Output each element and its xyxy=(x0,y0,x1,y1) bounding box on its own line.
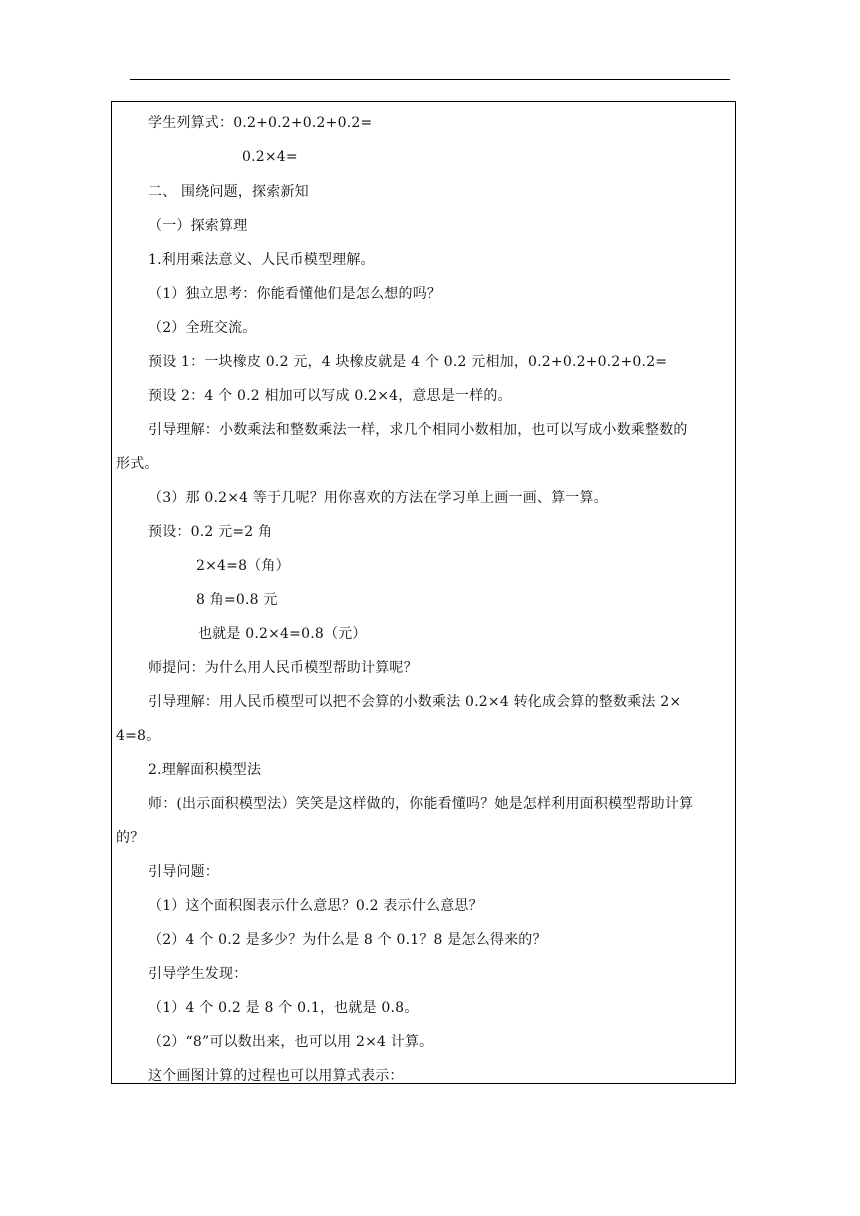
text-line: 0.2×4= xyxy=(242,149,298,165)
text-line: （2）全班交流。 xyxy=(148,320,257,336)
header-rule xyxy=(130,79,730,80)
text-line: （1）独立思考：你能看懂他们是怎么想的吗？ xyxy=(148,286,442,302)
text-line: 1.利用乘法意义、人民币模型理解。 xyxy=(148,252,375,268)
text-line: 引导问题： xyxy=(148,864,219,880)
section-heading: 二、 围绕问题，探索新知 xyxy=(148,184,309,200)
text-line: （1）4 个 0.2 是 8 个 0.1，也就是 0.8。 xyxy=(148,1000,419,1016)
subsection-heading: （一）探索算理 xyxy=(148,218,248,234)
text-line: 也就是 0.2×4=0.8（元） xyxy=(198,626,367,642)
text-line: 2.理解面积模型法 xyxy=(148,762,262,778)
text-line: （2）4 个 0.2 是多少？为什么是 8 个 0.1？8 是怎么得来的？ xyxy=(148,932,547,948)
text-line: 这个画图计算的过程也可以用算式表示： xyxy=(148,1068,404,1084)
text-line: 师：(出示面积模型法）笑笑是这样做的，你能看懂吗？她是怎样利用面积模型帮助计算 xyxy=(148,796,694,812)
text-line: 预设 2：4 个 0.2 相加可以写成 0.2×4，意思是一样的。 xyxy=(148,388,512,404)
text-line: 学生列算式：0.2+0.2+0.2+0.2= xyxy=(148,115,373,131)
text-line: 4=8。 xyxy=(116,728,161,744)
text-line: 引导学生发现： xyxy=(148,966,248,982)
text-line: （1）这个面积图表示什么意思？0.2 表示什么意思？ xyxy=(148,898,483,914)
text-line: （3）那 0.2×4 等于几呢？用你喜欢的方法在学习单上画一画、算一算。 xyxy=(148,490,608,506)
text-line: 预设：0.2 元=2 角 xyxy=(148,524,273,540)
text-line: 引导理解：用人民币模型可以把不会算的小数乘法 0.2×4 转化成会算的整数乘法 2× xyxy=(148,694,682,710)
text-line: 引导理解：小数乘法和整数乘法一样，求几个相同小数相加，也可以写成小数乘整数的 xyxy=(148,422,688,438)
text-line: 形式。 xyxy=(116,456,159,472)
text-line: 师提问：为什么用人民币模型帮助计算呢？ xyxy=(148,660,418,676)
text-line: 的？ xyxy=(116,830,145,846)
text-line: 2×4=8（角） xyxy=(196,558,290,574)
text-line: （2）“8”可以数出来，也可以用 2×4 计算。 xyxy=(148,1034,434,1050)
text-line: 8 角=0.8 元 xyxy=(196,592,278,608)
text-line: 预设 1：一块橡皮 0.2 元，4 块橡皮就是 4 个 0.2 元相加，0.2+0.2+0.2+0.2= xyxy=(148,354,668,370)
